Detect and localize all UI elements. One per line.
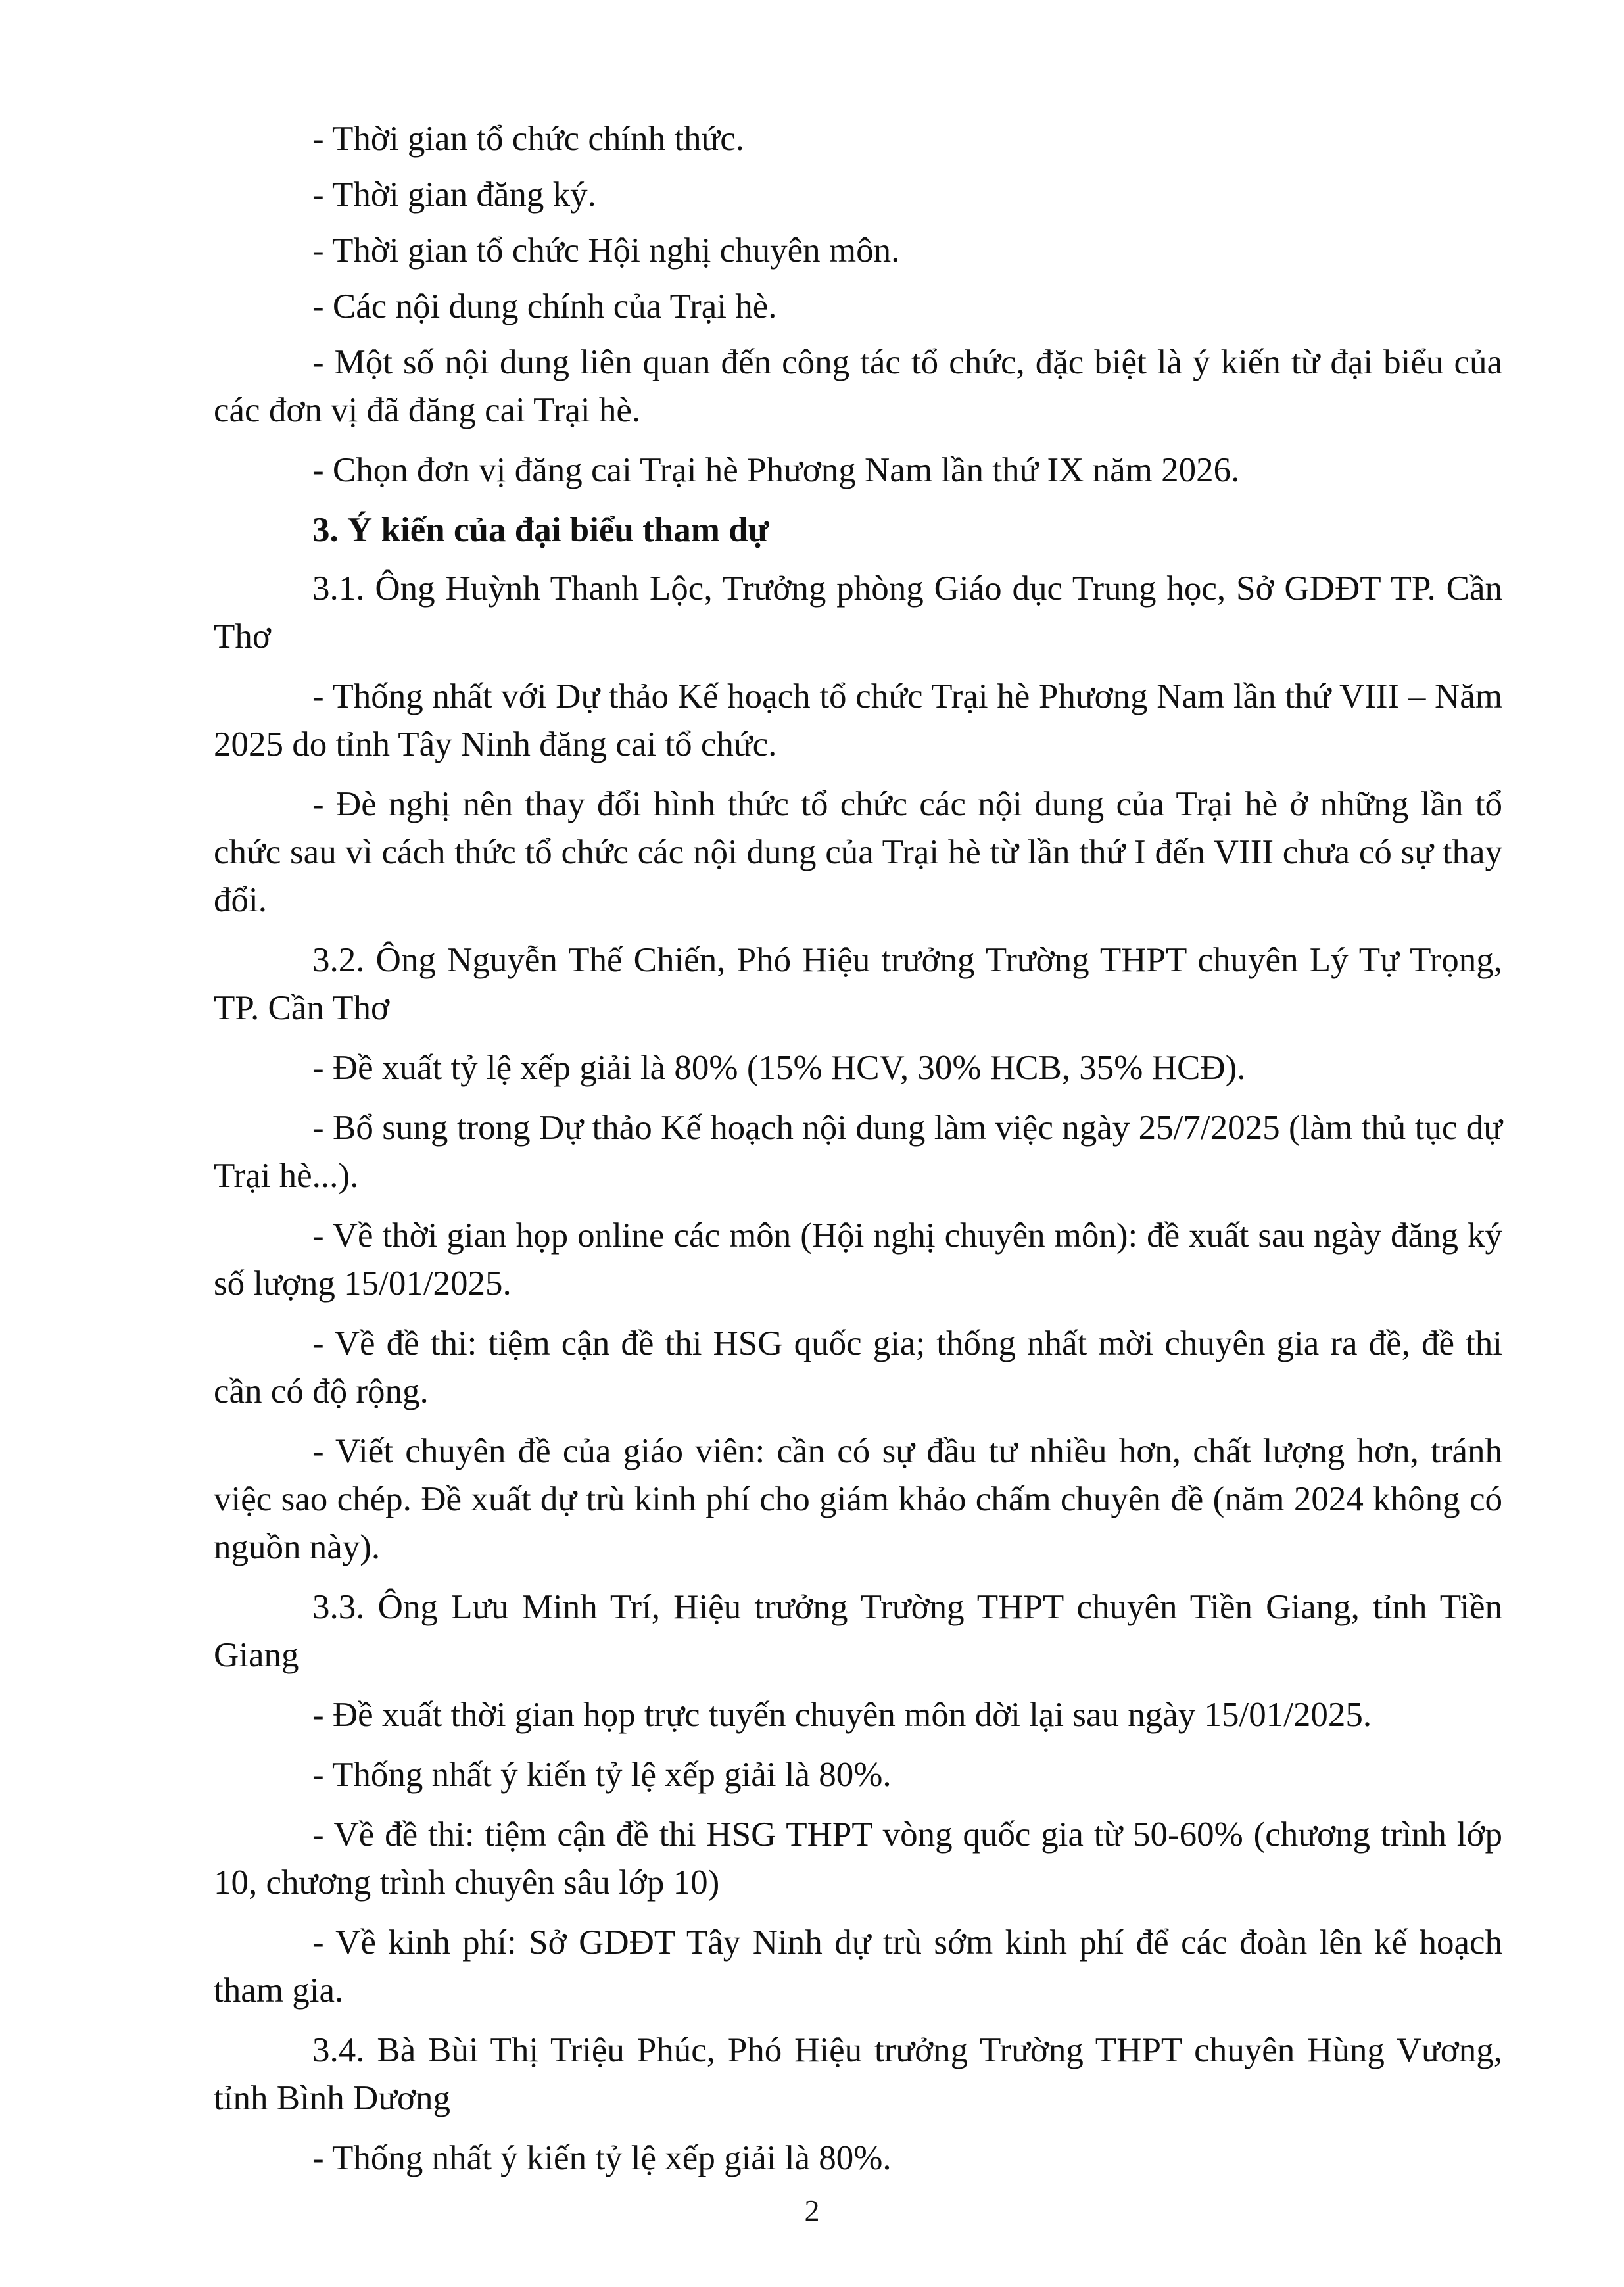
section-heading-delegate-opinions: 3. Ý kiến của đại biểu tham dự: [312, 511, 769, 549]
section-3-2-item: - Về đề thi: tiệm cận đề thi HSG quốc gia; thống nhất mời chuyên gia ra đề, đề thi cần có độ rộng.: [214, 1324, 1502, 1410]
section-3-3-item: - Thống nhất ý kiến tỷ lệ xếp giải là 80%.: [312, 1756, 892, 1794]
section-3-2-item: - Đề xuất tỷ lệ xếp giải là 80% (15% HCV, 30% HCB, 35% HCĐ).: [312, 1049, 1246, 1087]
section-3-3-item: - Đề xuất thời gian họp trực tuyến chuyên môn dời lại sau ngày 15/01/2025.: [312, 1696, 1372, 1734]
page-number: 2: [804, 2194, 820, 2227]
section-3-1-item: - Thống nhất với Dự thảo Kế hoạch tổ chức Trại hè Phương Nam lần thứ VIII – Năm 2025 do tỉnh Tây Ninh đăng cai tổ chức.: [214, 677, 1502, 763]
paragraph-official-time: - Thời gian tổ chức chính thức.: [312, 120, 745, 158]
paragraph-registration-time: - Thời gian đăng ký.: [312, 176, 596, 214]
section-3-3-title: 3.3. Ông Lưu Minh Trí, Hiệu trưởng Trường THPT chuyên Tiền Giang, tỉnh Tiền Giang: [214, 1588, 1502, 1674]
paragraph-organization-contents: - Một số nội dung liên quan đến công tác tổ chức, đặc biệt là ý kiến từ đại biểu của các đơn vị đã đăng cai Trại hè.: [214, 343, 1502, 429]
document-body: [214, 115, 1502, 2194]
section-3-3-item: - Về đề thi: tiệm cận đề thi HSG THPT vòng quốc gia từ 50-60% (chương trình lớp 10, chương trình chuyên sâu lớp 10): [214, 1816, 1502, 1902]
section-3-3-item: - Về kinh phí: Sở GDĐT Tây Ninh dự trù sớm kinh phí để các đoàn lên kế hoạch tham gia.: [214, 1923, 1502, 2010]
section-3-2-title: 3.2. Ông Nguyễn Thế Chiến, Phó Hiệu trưởng Trường THPT chuyên Lý Tự Trọng, TP. Cần Thơ: [214, 941, 1502, 1027]
section-3-2-item: - Bổ sung trong Dự thảo Kế hoạch nội dung làm việc ngày 25/7/2025 (làm thủ tục dự Trại hè...).: [214, 1109, 1502, 1195]
section-3-2-item: - Viết chuyên đề của giáo viên: cần có sự đầu tư nhiều hơn, chất lượng hơn, tránh việc sao chép. Đề xuất dự trù kinh phí cho giám khảo chấm chuyên đề (năm 2024 không có nguồn này).: [214, 1432, 1502, 1566]
paragraph-conference-time: - Thời gian tổ chức Hội nghị chuyên môn.: [312, 231, 900, 270]
section-3-1-item: - Đè nghị nên thay đổi hình thức tổ chức các nội dung của Trại hè ở những lần tổ chức sau vì cách thức tổ chức các nội dung của Trại hè từ lần thứ I đến VIII chưa có sự thay đổi.: [214, 785, 1502, 919]
section-3-1-title: 3.1. Ông Huỳnh Thanh Lộc, Trưởng phòng Giáo dục Trung học, Sở GDĐT TP. Cần Thơ: [214, 569, 1502, 656]
section-3-4-title: 3.4. Bà Bùi Thị Triệu Phúc, Phó Hiệu trưởng Trường THPT chuyên Hùng Vương, tỉnh Bình Dương: [214, 2031, 1502, 2117]
section-3-4-item: - Thống nhất ý kiến tỷ lệ xếp giải là 80%.: [312, 2139, 892, 2177]
paragraph-main-contents: - Các nội dung chính của Trại hè.: [312, 287, 777, 325]
paragraph-next-host: - Chọn đơn vị đăng cai Trại hè Phương Nam lần thứ IX năm 2026.: [312, 451, 1240, 489]
section-3-2-item: - Về thời gian họp online các môn (Hội nghị chuyên môn): đề xuất sau ngày đăng ký số lượng 15/01/2025.: [214, 1216, 1502, 1303]
